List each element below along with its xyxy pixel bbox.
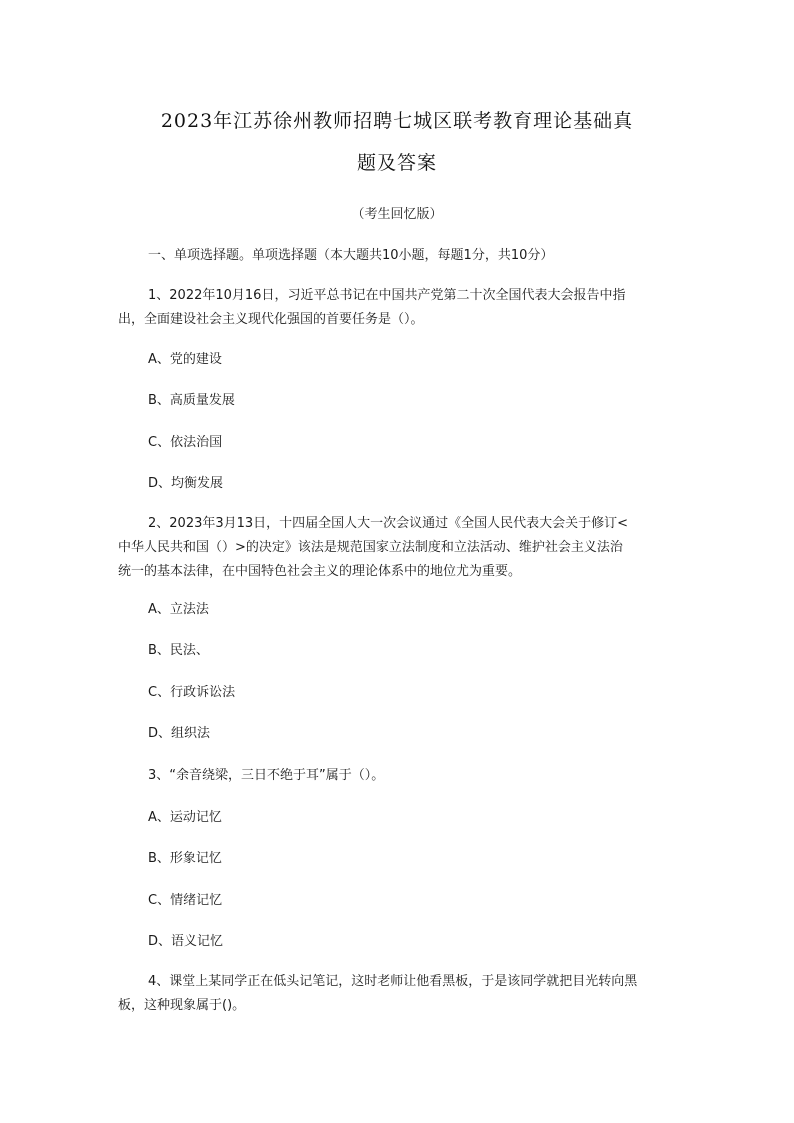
question-1-option-a: A、党的建设 [148, 352, 222, 367]
question-2-stem-line3: 统一的基本法律，在中国特色社会主义的理论体系中的地位尤为重要。 [118, 564, 522, 579]
question-2-option-a: A、立法法 [148, 602, 209, 617]
question-1-option-b: B、高质量发展 [148, 393, 235, 408]
question-2-stem-line2: 中华人民共和国（）>的决定》该法是规范国家立法制度和立法活动、维护社会主义法治 [118, 540, 623, 555]
question-3-option-b: B、形象记忆 [148, 851, 222, 866]
question-2-stem [118, 512, 678, 584]
question-1-stem-line2: 出，全面建设社会主义现代化强国的首要任务是（）。 [118, 312, 424, 327]
document-title-line2: 题及答案 [356, 152, 437, 174]
question-2-option-b: B、民法、 [148, 643, 209, 658]
question-1-stem-line1: 1、2022年10月16日，习近平总书记在中国共产党第二十次全国代表大会报告中指 [148, 288, 626, 303]
question-2-option-c: C、行政诉讼法 [148, 685, 236, 700]
question-1-option-d: D、均衡发展 [148, 476, 224, 491]
question-3-option-a: A、运动记忆 [148, 810, 222, 825]
question-4-stem-line2: 板，这种现象属于()。 [118, 998, 246, 1013]
question-4-stem [118, 970, 678, 1018]
question-1-option-c: C、依法治国 [148, 435, 223, 450]
question-3-stem: 3、“余音绕梁，三日不绝于耳”属于（）。 [148, 768, 385, 783]
document-subtitle: （考生回忆版） [351, 207, 443, 222]
document-title-line1: 2023年江苏徐州教师招聘七城区联考教育理论基础真 [160, 110, 634, 132]
question-3-option-c: C、情绪记忆 [148, 893, 223, 908]
section-heading: 一、单项选择题。单项选择题（本大题共10小题，每题1分，共10分） [148, 248, 554, 263]
question-2-stem-line1: 2、2023年3月13日，十四届全国人大一次会议通过《全国人民代表大会关于修订< [148, 516, 629, 531]
question-3-option-d: D、语义记忆 [148, 934, 224, 949]
question-1-stem [118, 284, 678, 332]
question-2-option-d: D、组织法 [148, 726, 211, 741]
question-4-stem-line1: 4、课堂上某同学正在低头记笔记，这时老师让他看黑板，于是该同学就把目光转向黑 [148, 974, 638, 989]
